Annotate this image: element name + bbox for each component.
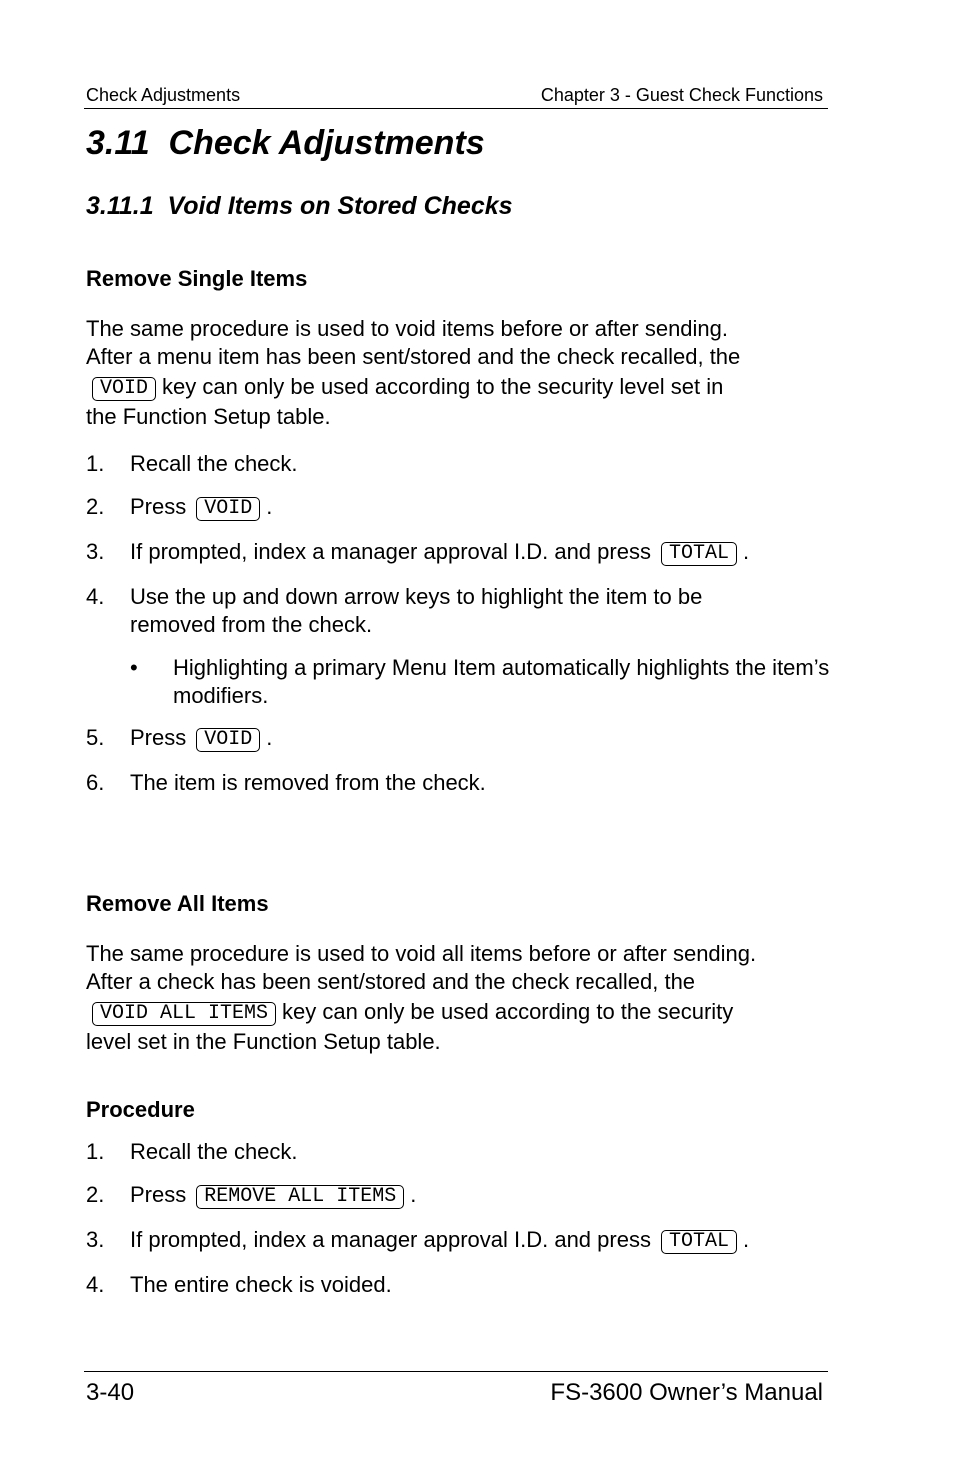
step-text <box>130 724 830 752</box>
void-key: VOID <box>196 728 260 752</box>
step-period: . <box>742 539 750 564</box>
bullet-text: Highlighting a primary Menu Item automatically highlights the item’s modifiers. <box>173 655 830 708</box>
step-number: 5. <box>86 725 105 750</box>
step-label: If prompted, index a manager approval I.D. and press <box>130 539 651 564</box>
running-header-right: Chapter 3 - Guest Check Functions <box>540 85 823 105</box>
step-number: 2. <box>86 494 105 519</box>
page-number: 3-40 <box>86 1379 135 1406</box>
single-intro-line: After a menu item has been sent/stored and the check recalled, the <box>86 344 741 369</box>
step-text: Use the up and down arrow keys to highlight the item to be removed from the check. <box>130 584 703 637</box>
step-period: . <box>410 1182 417 1207</box>
heading-remove-all-items: Remove All Items <box>86 891 269 916</box>
remove-all-items-key: REMOVE ALL ITEMS <box>196 1185 404 1209</box>
step-period: . <box>742 1227 750 1252</box>
single-intro-line <box>86 373 831 401</box>
void-key: VOID <box>92 377 156 401</box>
single-intro-text: key can only be used according to the security level set in <box>162 374 724 399</box>
footer-rule <box>84 1371 828 1372</box>
single-intro-line: the Function Setup table. <box>86 404 331 429</box>
running-header-left: Check Adjustments <box>86 85 241 105</box>
single-intro-paragraph <box>86 315 831 431</box>
all-intro-paragraph <box>86 940 831 1056</box>
step-label: Press <box>130 725 187 750</box>
step-period: . <box>266 725 273 750</box>
step-number: 3. <box>86 539 105 564</box>
total-key: TOTAL <box>661 542 737 566</box>
step-label: If prompted, index a manager approval I.D. and press <box>130 1227 651 1252</box>
step-number: 6. <box>86 770 105 795</box>
bullet-icon: • <box>130 655 138 680</box>
step-text <box>130 538 830 566</box>
step-number: 1. <box>86 1139 105 1164</box>
step-text <box>130 1226 830 1254</box>
all-intro-text: key can only be used according to the security <box>282 999 734 1024</box>
step-text: The entire check is voided. <box>130 1272 392 1297</box>
all-intro-line: level set in the Function Setup table. <box>86 1029 441 1054</box>
all-intro-line: After a check has been sent/stored and the check recalled, the <box>86 969 696 994</box>
all-intro-line <box>86 998 831 1026</box>
section-title: 3.11 Check Adjustments <box>86 124 485 162</box>
step-number: 4. <box>86 1272 105 1297</box>
step-text: The item is removed from the check. <box>130 770 486 795</box>
step-number: 4. <box>86 584 105 609</box>
step-label: Press <box>130 1182 187 1207</box>
step-number: 2. <box>86 1182 105 1207</box>
step-period: . <box>266 494 273 519</box>
all-intro-line: The same procedure is used to void all items before or after sending. <box>86 941 757 966</box>
header-rule <box>84 108 828 109</box>
step-number: 3. <box>86 1227 105 1252</box>
subsection-title: 3.11.1 Void Items on Stored Checks <box>86 192 513 220</box>
step-number: 1. <box>86 451 105 476</box>
single-intro-line: The same procedure is used to void items before or after sending. <box>86 316 729 341</box>
void-all-items-key: VOID ALL ITEMS <box>92 1002 276 1026</box>
step-label: Press <box>130 494 187 519</box>
step-text <box>130 493 830 521</box>
total-key: TOTAL <box>661 1230 737 1254</box>
heading-remove-single-items: Remove Single Items <box>86 266 308 291</box>
manual-title: FS-3600 Owner’s Manual <box>550 1379 823 1406</box>
heading-procedure: Procedure <box>86 1097 195 1122</box>
step-text: Recall the check. <box>130 451 298 476</box>
step-text <box>130 1181 830 1209</box>
void-key: VOID <box>196 497 260 521</box>
step-text: Recall the check. <box>130 1139 298 1164</box>
